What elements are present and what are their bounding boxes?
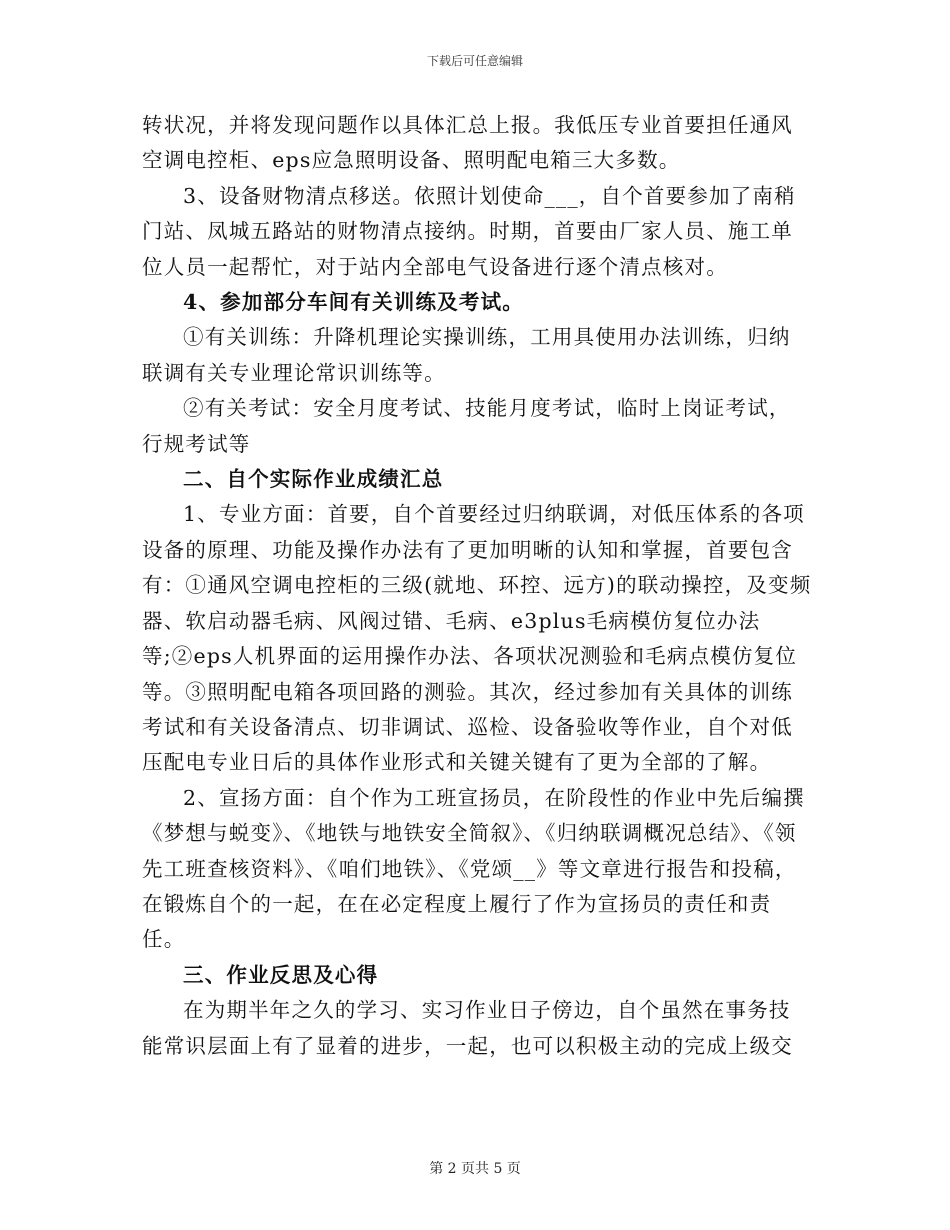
paragraph-professional: 1、专业方面：首要，自个首要经过归纳联调，对低压体系的各项设备的原理、功能及操作办法有了更加明晰的认知和掌握，首要包含有：①通风空调电控柜的三级(就地、环控、远方)的联动操控，及变频器、软启动器毛病、风阀过错、毛病、e3plus毛病模仿复位办法等;②eps人机界面的运用操作办法、各项状况测验和毛病点模仿复位等。③照明配电箱各项回路的测验。其次，经过参加有关具体的训练考试和有关设备清点、切非调试、巡检、设备验收等作业，自个对低压配电专业日后的具体作业形式和关键关键有了更为全部的了解。 xyxy=(142,502,812,775)
paragraph-reflection: 在为期半年之久的学习、实习作业日子傍边，自个虽然在事务技能常识层面上有了显着的进步，一起，也可以积极主动的完成上级交 xyxy=(142,998,793,1058)
paragraph-publicity: 2、宣扬方面：自个作为工班宣扬员，在阶段性的作业中先后编撰《梦想与蜕变》、《地铁与地铁安全简叙》、《归纳联调概况总结》、《领先工班查核资料》、《咱们地铁》、《党颂__》等文章进行报告和投稿，在锻炼自个的一起，在在必定程度上履行了作为宣扬员的责任和责任。 xyxy=(142,785,805,952)
page-header: 下载后可任意编辑 xyxy=(426,54,523,68)
section-heading-3: 三、作业反思及心得 xyxy=(183,962,379,987)
paragraph-exams: ②有关考试：安全月度考试、技能月度考试，临时上岗证考试，行规考试等 xyxy=(142,396,791,456)
section-heading-2: 二、自个实际作业成绩汇总 xyxy=(183,467,444,492)
section-heading-4: 4、参加部分车间有关训练及考试。 xyxy=(183,290,524,315)
document-body xyxy=(142,108,812,1064)
page-footer: 第 2 页共 5 页 xyxy=(429,1161,521,1177)
paragraph-2: 3、设备财物清点移送。依照计划使命___，自个首要参加了南稍门站、凤城五路站的财物清点接纳。时期，首要由厂家人员、施工单位人员一起帮忙，对于站内全部电气设备进行逐个清点核对。 xyxy=(142,183,796,279)
paragraph-training: ①有关训练：升降机理论实操训练，工用具使用办法训练，归纳联调有关专业理论常识训练等。 xyxy=(142,325,791,385)
paragraph-1: 转状况，并将发现问题作以具体汇总上报。我低压专业首要担任通风空调电控柜、eps应急照明设备、照明配电箱三大多数。 xyxy=(142,113,793,173)
